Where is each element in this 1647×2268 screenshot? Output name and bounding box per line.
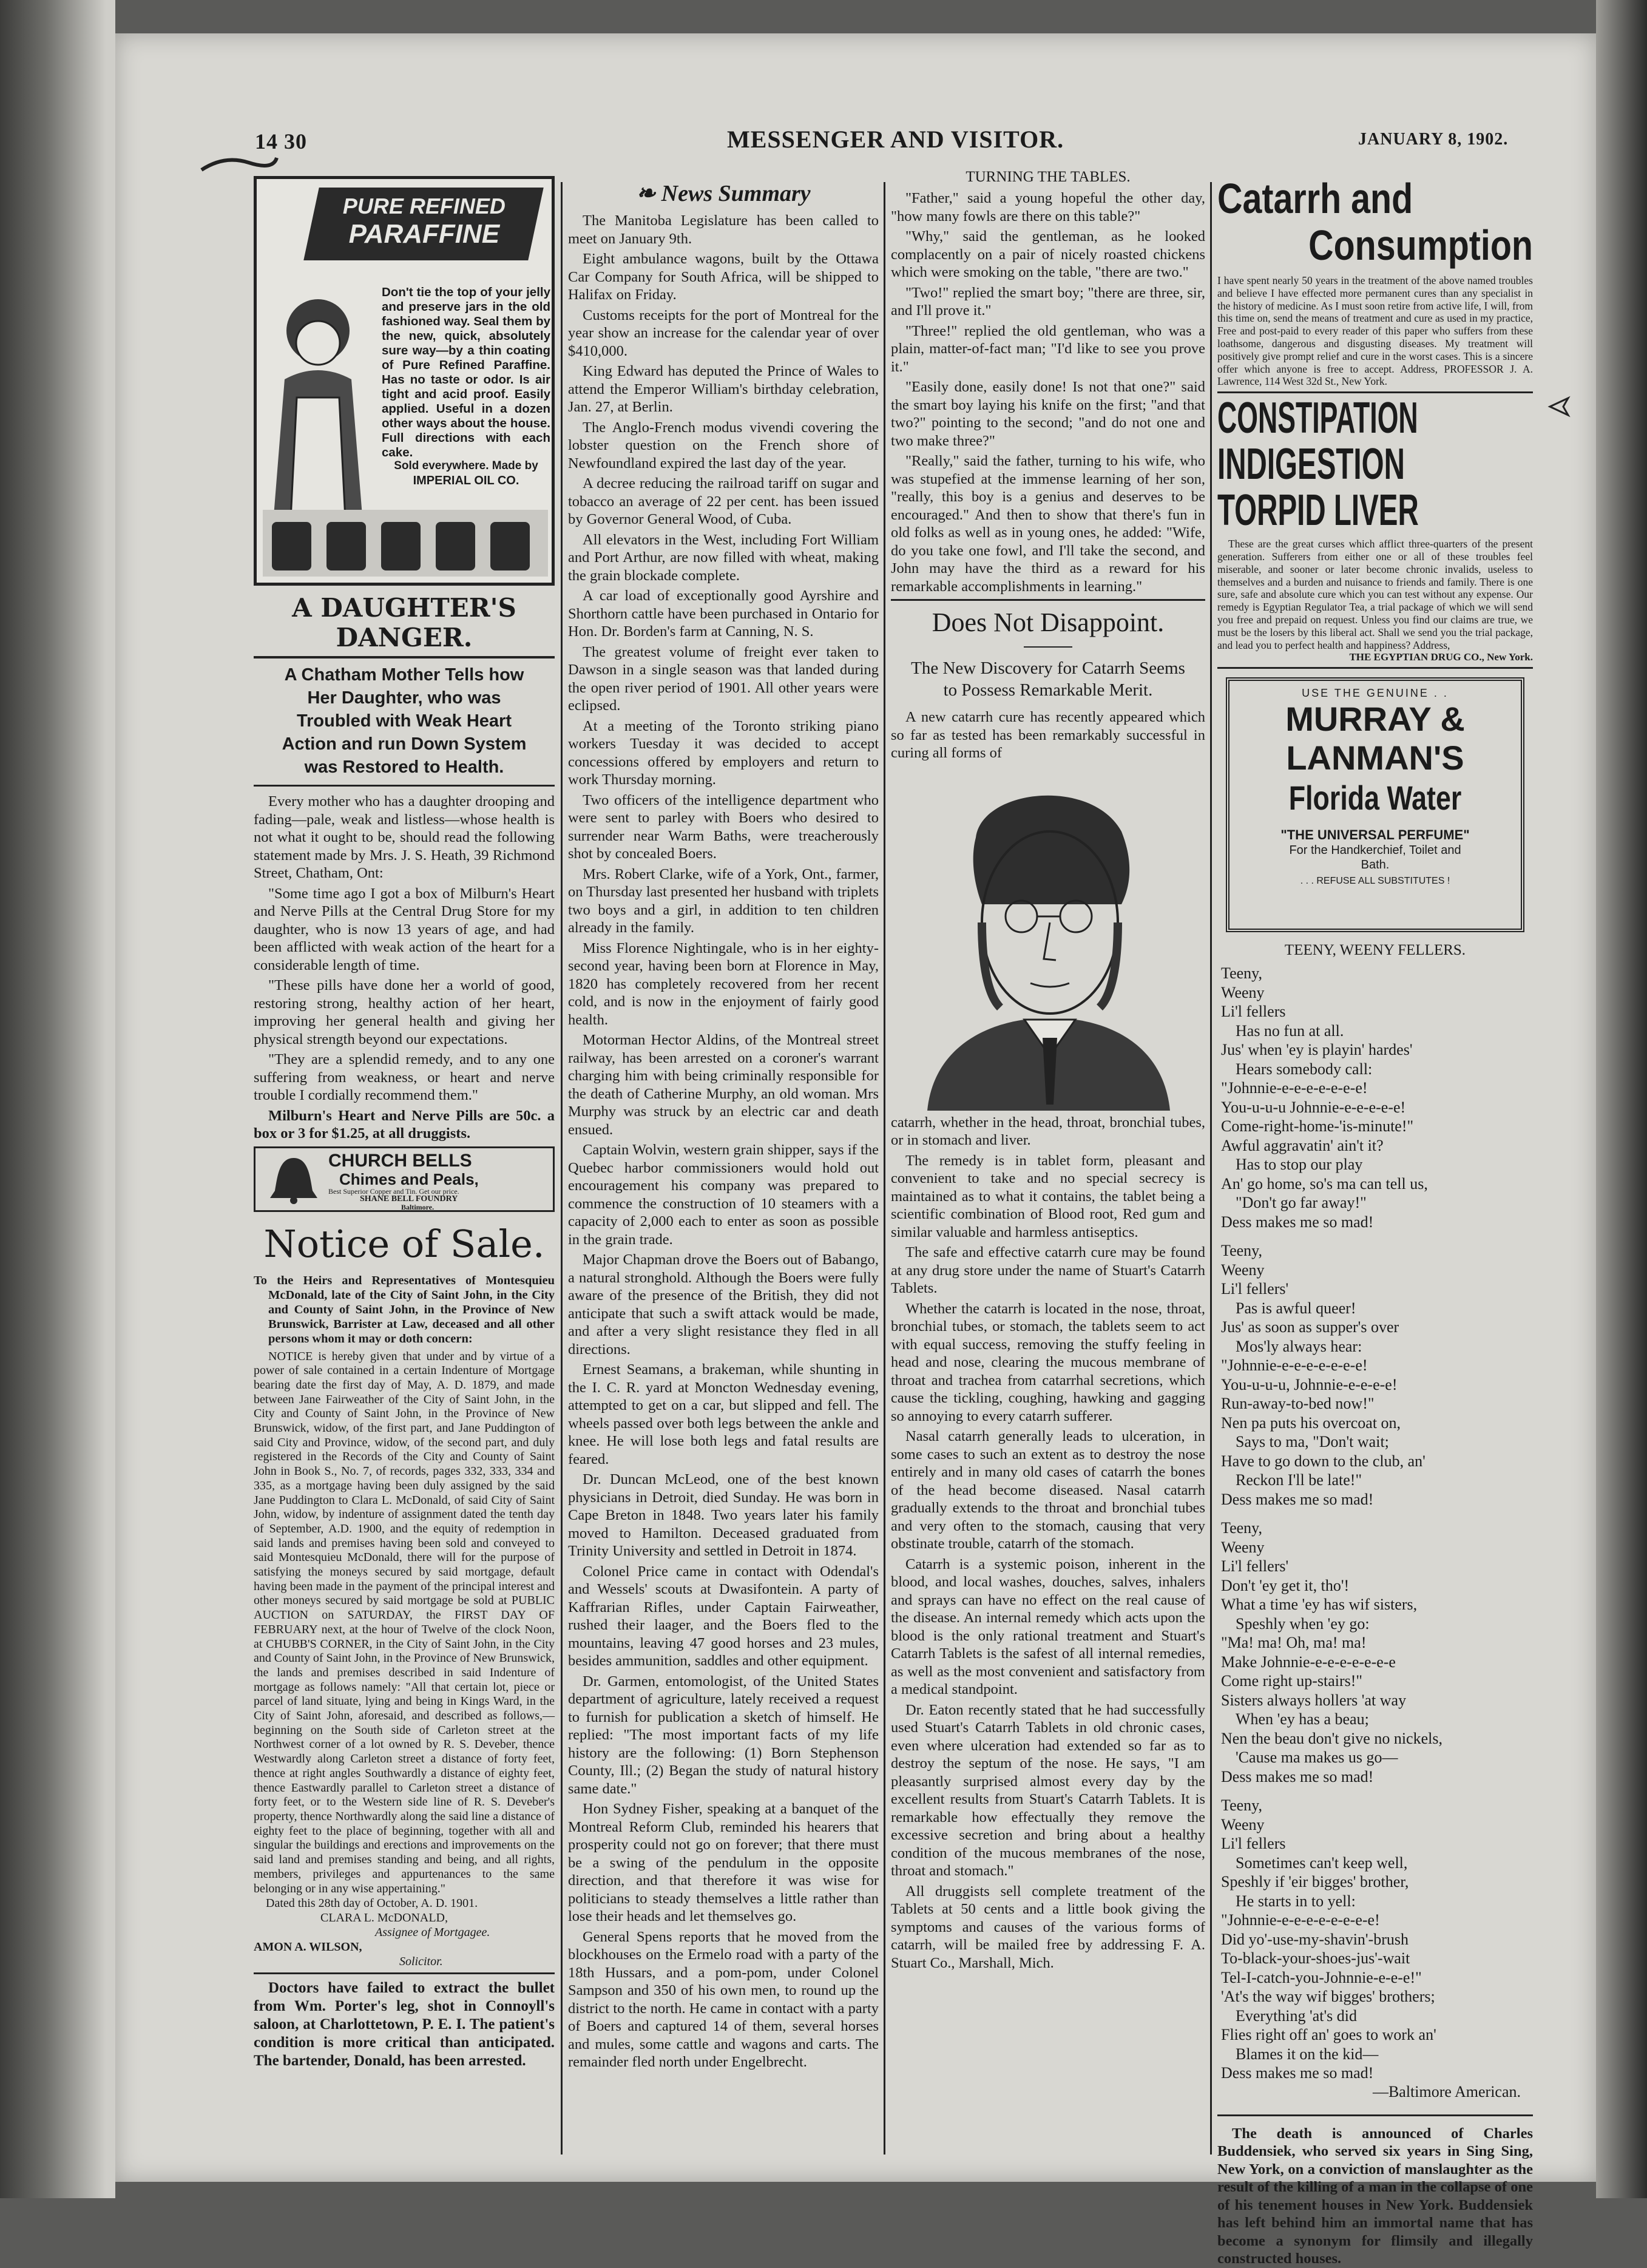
- news-item: Captain Wolvin, western grain shipper, says if the Quebec harbor commissioners would hold out encouragement his company was prepared to commence the construction of 10 steamers with a capacity of 2,000 each to enter as soon as possible in the grain trade.: [568, 1142, 879, 1248]
- news-summary-title: News Summary: [661, 181, 811, 206]
- jelly-jars-illustration: [263, 510, 548, 577]
- poem-line: Speshly when 'ey go:: [1236, 1614, 1370, 1633]
- bells-title: CHURCH BELLS: [328, 1150, 472, 1171]
- news-item: A decree reducing the railroad tariff on sugar and tobacco an average of 22 per cent. has been issued by Governor General Wood, of Cuba.: [568, 475, 879, 527]
- constipation-address: THE EGYPTIAN DRUG CO., New York.: [1349, 651, 1533, 663]
- poem-line: Don't 'ey get it, tho'!: [1221, 1576, 1350, 1594]
- poem-line: Pas is awful queer!: [1236, 1299, 1356, 1317]
- catarrh-lead: A new catarrh cure has recently appeared which so far as tested has been remarkably successful in curing all forms of: [891, 709, 1205, 761]
- bells-city: Baltimore.: [401, 1202, 435, 1211]
- bells-foundry: SHANE BELL FOUNDRY: [360, 1194, 458, 1203]
- column-4: [1217, 175, 1533, 2267]
- paraffine-banner-line2: PARAFFINE: [348, 219, 500, 249]
- poem-line: You-u-u-u, Johnnie-e-e-e-e!: [1221, 1375, 1398, 1393]
- news-item: At a meeting of the Toronto striking piano workers Tuesday it was decided to accept concessions offered by employers and return to work Thursday morning.: [568, 717, 879, 788]
- column-1: [254, 176, 555, 2148]
- page-date: JANUARY 8, 1902.: [1358, 130, 1509, 149]
- catarrh-ad-body: I have spent nearly 50 years in the treatment of the above named troubles and believe I have effected more permanent cures than any specialist in the history of medicine. As I must soon retire from active life, I will, from this time on, send the means of treatment and cure as used in my practice, Free and post-paid to every reader of this paper who suffers from these loathsome, dangerous and disgusting diseases. My treatment will positively give prompt relief and cure in the worst cases. This is a sincere offer which anyone is free to accept. Address, PROFESSOR J. A. Lawrence, 114 West 32d St., New York.: [1217, 274, 1533, 388]
- poem-line: Li'l fellers: [1221, 1003, 1286, 1021]
- news-item: Miss Florence Nightingale, who is in her eighty-second year, having been born at Florence in May, 1820 has completely recovered from her recent cold, and is now in the enjoyment of fairly good health.: [568, 939, 879, 1028]
- bells-small: Best Superior Copper and Tin. Get our price.: [328, 1186, 459, 1196]
- news-summary-heading: [568, 180, 879, 207]
- poem-line: Mos'ly always hear:: [1236, 1337, 1362, 1355]
- daughter-para: Every mother who has a daughter drooping and fading—pale, weak and listless—whose health is not what it ought to be, should read the following statement made by Mrs. J. S. Heath, 39 Richmond Street, Chatham, Ont:: [254, 793, 555, 881]
- woman-illustration: [260, 276, 376, 543]
- notice-title: Notice of Sale.: [263, 1221, 545, 1266]
- news-item: Colonel Price came in contact with Odendal's and Wessels' scouts at Dwasifontein. A party of Kaffrarian Rifles, under Captain Fairweather, rushed their laager, and the Boers fled to the mountains, leaving 47 good horses and 23 mules, besides ammunition, saddles and other equipment.: [568, 1563, 879, 1669]
- tables-para: "Two!" replied the smart boy; "there are three, sir, and I'll prove it.": [891, 284, 1205, 319]
- poem-line: Li'l fellers: [1221, 1835, 1286, 1853]
- poem-line: "Ma! ma! Oh, ma! ma!: [1221, 1634, 1367, 1652]
- catarrh-para: Dr. Eaton recently stated that he had successfully used Stuart's Catarrh Tablets in old chronic cases, even where ulceration had extended so far as to destroy the septum of the nose. He says, "I am pleasantly surprised almost every day by the excellent results from Stuart's Catarrh Tablets. It is remarkable how effectually they remove the excessive secretion and bring about a healthy condition of the mucous membranes of the nose, throat and stomach.": [891, 1701, 1205, 1879]
- column-rule: [1210, 182, 1212, 2155]
- florida-name1: MURRAY &: [1285, 700, 1465, 739]
- florida-for: For the Handkerchief, Toilet and Bath.: [1289, 844, 1461, 872]
- poem-line: Dess makes me so mad!: [1221, 1490, 1374, 1508]
- news-list: [568, 212, 879, 2071]
- poem-line: 'Cause ma makes us go—: [1236, 1748, 1398, 1767]
- florida-water-advertisement: [1226, 677, 1524, 932]
- fleuron-icon: ❧: [636, 181, 661, 206]
- column-3: [891, 169, 1205, 2148]
- florida-name3: Florida Water: [1288, 779, 1462, 817]
- book-binding-right: [1596, 0, 1647, 2198]
- poem-line: Have to go down to the club, an': [1221, 1452, 1425, 1470]
- doctors-paragraph: Doctors have failed to extract the bullet from Wm. Porter's leg, shot in Connoyll's saloon, at Charlottetown, P. E. I. The patient's condition is more critical than anticipated. The bartender, Donald, has been arrested.: [254, 1980, 555, 2070]
- news-item: Dr. Garmen, entomologist, of the United States department of agriculture, lately received a request to furnish for publication a sketch of himself. He replied: "The most important facts of my life history are the following: (1) Born Stephenson County, Ill.; (2) Began the study of natural history same date.": [568, 1673, 879, 1797]
- news-item: Customs receipts for the port of Montreal for the year show an increase for the calendar year of over $410,000.: [568, 306, 879, 359]
- news-item: Two officers of the intelligence department who were sent to parley with Boers who desired to surrender near Warm Baths, were treacherously shot by concealed Boers.: [568, 791, 879, 862]
- constipation-title3: TORPID LIVER: [1217, 486, 1419, 535]
- poem-line: Come right up-stairs!": [1221, 1672, 1363, 1690]
- church-bells-advertisement: [254, 1146, 555, 1212]
- poem-line: Weeny: [1221, 1815, 1265, 1833]
- notice-assignee-role: Assignee of Mortgagee.: [375, 1926, 490, 1940]
- florida-refuse: . . . REFUSE ALL SUBSTITUTES !: [1300, 876, 1450, 887]
- bell-icon: [266, 1154, 321, 1204]
- poem-line: Sisters always hollers 'at way: [1221, 1691, 1407, 1709]
- poem-line: "Johnnie-e-e-e-e-e-e-e-e!: [1221, 1911, 1380, 1929]
- paraffine-advertisement: [254, 176, 555, 586]
- notice-assignee: CLARA L. McDONALD,: [320, 1911, 448, 1925]
- notice-solicitor: AMON A. WILSON,: [254, 1940, 362, 1954]
- poem-line: Hears somebody call:: [1236, 1060, 1373, 1078]
- poem-line: Make Johnnie-e-e-e-e-e-e-e: [1221, 1653, 1396, 1671]
- news-item: Ernest Seamans, a brakeman, while shunting in the I. C. R. yard at Moncton Wednesday evening, attempted to get on a car, but slipped and fell. The wheels passed over both legs between the ankle and knee. He will lose both legs and fatal results are feared.: [568, 1361, 879, 1467]
- catarrh-para: All druggists sell complete treatment of the Tablets at 50 cents and a little book giving the symptoms and causes of the various forms of catarrh, will be mailed free by addressing F. A. Stuart Co., Marshall, Mich.: [891, 1883, 1205, 1971]
- poem-line: You-u-u-u Johnnie-e-e-e-e-e!: [1221, 1098, 1406, 1116]
- news-item: King Edward has deputed the Prince of Wales to attend the Emperor William's birthday celebration, Jan. 27, at Berlin.: [568, 363, 879, 415]
- paraffine-maker: IMPERIAL OIL CO.: [413, 474, 519, 487]
- tables-para: "Easily done, easily done! Is not that one?" said the smart boy laying his knife on the first; "and that two?" pointing to the second; "and do not one and two make three?": [891, 379, 1205, 449]
- news-item: Dr. Duncan McLeod, one of the best known physicians in Detroit, died Sunday. He was born in Cape Breton in 1848. Two years later his family moved to Hamilton. Deceased graduated from Trinity University and settled in Detroit in 1874.: [568, 1471, 879, 1559]
- poem-line: Weeny: [1221, 983, 1265, 1001]
- poem-line: Has to stop our play: [1236, 1156, 1363, 1174]
- catarrh-para: catarrh, whether in the head, throat, bronchial tubes, or in stomach and liver.: [891, 1114, 1205, 1148]
- poem-stanza-2: [1217, 1241, 1533, 1509]
- poem-line: Dess makes me so mad!: [1221, 1213, 1374, 1231]
- tables-para: "Really," said the father, turning to his wife, who was stupefied at the immense learning of her son, "really, this boy is a genius and deserves to be encouraged." And then to show that there's fun in old folks as well as in young ones, he added: "Wife, do you take one fowl, and I'll take the second, and John may have the third as a reward for his remarkable accomplishments in learning.": [891, 453, 1205, 595]
- buddensiek-paragraph: The death is announced of Charles Buddensiek, who served six years in Sing Sing, New York, on a conviction of manslaughter as the result of the killing of a man in the collapse of one of his tenement houses in New York. Buddensiek has left behind him an immortal name that has become a synonym for flimsily and illegally constructed houses.: [1217, 2125, 1533, 2267]
- tables-para: "Why," said the gentleman, as he looked complacently on a pair of nicely roasted chickens which were smoking on the table, "there are two.": [891, 228, 1205, 280]
- notice-body: NOTICE is hereby given that under and by virtue of a power of sale contained in a certain Indenture of Mortgage bearing date the first day of May, A. D. 1879, and made between Jane Fairweather of the City of Saint John, in the City and County of Saint John, in the Province of New Brunswick, widow, of the first part, and Jane Puddington of said City and Province, widow, of the second part, and duly registered in the Records of the City and County of Saint John in Book S., No. 7, of records, pages 332, 333, 334 and 335, as a mortgage having been duly assigned by the said Jane Puddington to Clara L. McDonald, of said City of Saint John, widow, by indenture of assignment dated the tenth day of September, A.D. 1900, and the equity of redemption in said lands and premises having been sold and conveyed to said Montesquieu McDonald, there will for the purpose of satisfying the moneys secured by said mortgage, default having been made in the payment of the principal interest and other moneys secured by said mortgage be sold at PUBLIC AUCTION on SATURDAY, the FIRST DAY OF FEBRUARY next, at the hour of Twelve of the clock Noon, at CHUBB'S CORNER, in the City of Saint John, in the City and County of Saint John, in the Province of New Brunswick, the lands and premises described in said Indenture of mortgage as follows namely: "All that certain lot, piece or parcel of land situate, lying and being in Kings Ward, in the City of Saint John, aforesaid, and described as follows,—beginning on the South side of Carleton street at the Northwest corner of a lot owned by R. S. Deveber, thence Westwardly along Carleton street a distance of forty feet, thence at right angles Southwardly a distance of eighty feet, thence Eastwardly parallel to Carleton street a distance of forty feet, or to the Western side line of R. S. Deveber's property, thence Northwardly along the said line a distance of eighty feet to the place of beginning, together with all and singular the buildings and erections and improvements on the said land and premises standing and being, and all rights, members, privileges and appurtenances to the same belonging or in any wise appertaining.": [254, 1349, 555, 1895]
- poem-line: Has no fun at all.: [1236, 1021, 1344, 1040]
- news-item: Eight ambulance wagons, built by the Ottawa Car Company for South Africa, will be shipped to Halifax on Friday.: [568, 251, 879, 303]
- poem-line: Everything 'at's did: [1236, 2006, 1358, 2025]
- news-item: The Manitoba Legislature has been called to meet on January 9th.: [568, 212, 879, 247]
- disappoint-subtitle: The New Discovery for Catarrh Seems to Possess Remarkable Merit.: [911, 658, 1185, 700]
- poem-line: Speshly if 'eir bigges' brother,: [1221, 1873, 1409, 1891]
- bells-sub: Chimes and Peals,: [339, 1170, 479, 1188]
- poem-line: Teeny,: [1221, 964, 1262, 983]
- florida-perfume: "THE UNIVERSAL PERFUME": [1280, 827, 1470, 843]
- daughter-subtitle: A Chatham Mother Tells how Her Daughter, who was Troubled with Weak Heart Action and run Down System was Restored to Health.: [282, 665, 527, 777]
- news-item: Major Chapman drove the Boers out of Babango, a natural stronghold. Although the Boers were fully aware of the presence of the British, they did not anticipate that such a swift attack would be made, and after a very slight resistance they fled in all directions.: [568, 1251, 879, 1358]
- poem-line: Tel-I-catch-you-Johnnie-e-e-e!": [1221, 1968, 1422, 1986]
- ink-mark: [200, 152, 279, 176]
- poem-stanza-4: [1217, 1796, 1533, 2083]
- ink-mark: [1547, 394, 1572, 419]
- paraffine-sold: Sold everywhere. Made by: [394, 459, 538, 472]
- paraffine-body: Don't tie the top of your jelly and preserve jars in the old fashioned way. Seal them by the new, quick, absolutely sure way—by a thin coating of Pure Refined Paraffine. Has no taste or odor. Is air tight and acid proof. Easily applied. Useful in a dozen other ways about the house. Full directions with each cake.: [382, 285, 550, 459]
- disappoint-title: Does Not Disappoint.: [932, 608, 1165, 637]
- florida-use: USE THE GENUINE . .: [1302, 687, 1449, 700]
- page-number: 14 30: [255, 129, 307, 154]
- news-item: General Spens reports that he moved from the blockhouses on the Ermelo road with a party of the 18th Hussars, and a pom-pom, under Colonel Sampson and 350 of his own men, to round up the district to the north. He came in contact with a party of Boers and captured 14 of them, several horses and mules, some cattle and wagons and carts. The remainder fled north under Engelbrecht.: [568, 1928, 879, 2070]
- poem-line: Teeny,: [1221, 1796, 1262, 1815]
- poem-line: Nen the beau don't give no nickels,: [1221, 1729, 1442, 1747]
- daughter-para: Milburn's Heart and Nerve Pills are 50c. a box or 3 for $1.25, at all druggists.: [254, 1107, 555, 1142]
- constipation-title1: CONSTIPATION: [1217, 394, 1418, 443]
- constipation-body: These are the great curses which afflict three-quarters of the present generation. Sufferers from either one or all of these troubles feel miserable, and sooner or later become chronic invalids, useless to themselves and a burden and nuisance to friends and family. There is one sure, safe and absolute cure which you can test without any expense. Our remedy is Egyptian Regulator Tea, a trial package of which we will send you free and prepaid on request. Unless you find our claims are true, we must be the losers by this liberal act. Shall we send you the trial package, and lead you to perfect health and happiness? Address,: [1217, 538, 1533, 651]
- notice-dated: Dated this 28th day of October, A. D. 1901.: [266, 1897, 478, 1911]
- book-binding-left: [0, 0, 115, 2198]
- poem-line: Jus' when 'ey is playin' hardes': [1221, 1041, 1413, 1059]
- poem-line: Awful aggravatin' ain't it?: [1221, 1136, 1384, 1154]
- column-rule: [561, 182, 563, 2155]
- poem-stanza-1: [1217, 964, 1533, 1231]
- poem-line: "Don't go far away!": [1236, 1194, 1367, 1212]
- paraffine-banner: [303, 188, 544, 260]
- daughter-title: A DAUGHTER'S DANGER.: [292, 593, 516, 652]
- poem-line: Sometimes can't keep well,: [1236, 1853, 1408, 1872]
- column-2: [568, 176, 879, 2148]
- masthead-title: MESSENGER AND VISITOR.: [727, 126, 1064, 153]
- poem-line: When 'ey has a beau;: [1236, 1710, 1369, 1728]
- poem-line: Dess makes me so mad!: [1221, 2064, 1374, 2082]
- constipation-title2: INDIGESTION: [1217, 440, 1405, 489]
- news-item: A car load of exceptionally good Ayrshire and Shorthorn cattle have been purchased in Ontario for Hon. Dr. Borden's farm at Canning, N. S.: [568, 587, 879, 640]
- poem-line: Did yo'-use-my-shavin'-brush: [1221, 1930, 1409, 1948]
- catarrh-para: Catarrh is a systemic poison, inherent in the blood, and local washes, douches, salves, inhalers and sprays can have no effect on the real cause of the disease. An internal remedy which acts upon the blood is the only rational treatment and Stuart's Catarrh Tablets is the safest of all internal remedies, as well as the most convenient and satisfactory from a medical standpoint.: [891, 1555, 1205, 1698]
- daughter-para: "They are a splendid remedy, and to any one suffering from weakness, or heart and nerve trouble I cordially recommend them.": [254, 1051, 555, 1103]
- news-item: All elevators in the West, including Fort William and Port Arthur, are now filled with wheat, making the grain blockade complete.: [568, 531, 879, 584]
- notice-solicitor-role: Solicitor.: [399, 1955, 443, 1969]
- poem-line: Says to ma, "Don't wait;: [1236, 1433, 1389, 1451]
- poem-line: Reckon I'll be late!": [1236, 1471, 1362, 1489]
- poem-line: To-black-your-shoes-jus'-wait: [1221, 1949, 1410, 1968]
- poem-line: Flies right off an' goes to work an': [1221, 2026, 1436, 2044]
- news-item: Motorman Hector Aldins, of the Montreal street railway, has been arrested on a coroner's warrant charging him with being criminally responsible for the death of Catherine Murphy, an old woman. Mrs Murphy was struck by an electric car and death ensued.: [568, 1032, 879, 1138]
- poem-line: Nen pa puts his overcoat on,: [1221, 1413, 1401, 1432]
- poem-line: Li'l fellers': [1221, 1280, 1289, 1298]
- notice-intro: To the Heirs and Representatives of Montesquieu McDonald, late of the City of Saint John, in the City and County of Saint John, in the Province of New Brunswick, Barrister at Law, deceased and all other persons whom it may or doth concern:: [254, 1273, 555, 1346]
- poem-line: Weeny: [1221, 1538, 1265, 1556]
- tables-para: "Father," said a young hopeful the other day, "how many fowls are there on this table?": [891, 190, 1205, 225]
- turning-tables-title: TURNING THE TABLES.: [966, 169, 1131, 185]
- poem-line: An' go home, so's ma can tell us,: [1221, 1174, 1428, 1193]
- daughter-para: "These pills have done her a world of good, restoring strong, healthy action of her heart, improving her general health and giving her physical strength beyond our expectations.: [254, 977, 555, 1048]
- poem-line: Teeny,: [1221, 1519, 1262, 1537]
- tables-para: "Three!" replied the old gentleman, who was a plain, matter-of-fact man; "I'd like to see you prove it.": [891, 322, 1205, 375]
- poem-line: He starts in to yell:: [1236, 1892, 1356, 1910]
- florida-name2: LANMAN'S: [1286, 739, 1464, 777]
- poem-line: Jus' as soon as supper's over: [1221, 1318, 1399, 1336]
- poem-line: Run-away-to-bed now!": [1221, 1395, 1375, 1413]
- portrait-illustration: [891, 765, 1205, 1111]
- poem-line: Teeny,: [1221, 1242, 1262, 1260]
- column-rule: [884, 182, 885, 2155]
- catarrh-para: Nasal catarrh generally leads to ulceration, in some cases to such an extent as to destroy the nose entirely and in many old cases of catarrh the bones of the head become diseased. Nasal catarrh gradually extends to the throat and bronchial tubes and very often to the stomach, causing that very obstinate trouble, catarrh of the stomach.: [891, 1428, 1205, 1552]
- poem-line: Li'l fellers': [1221, 1557, 1289, 1576]
- catarrh-para: Whether the catarrh is located in the nose, throat, bronchial tubes, or stomach, the tablets seem to act with equal success, removing the stuffy feeling in head and nose, clearing the mucous membrane of throat and trachea from catarrhal secretions, which cause the tickling, coughing, hawking and gagging so annoying to every catarrh sufferer.: [891, 1300, 1205, 1424]
- news-item: Hon Sydney Fisher, speaking at a banquet of the Montreal Reform Club, reminded his hearers that prosperity could not go on forever; that there must be a swing of the pendulum in the opposite direction, and that therefore it was wise for politicians to steady themselves a little rather than lose their heads and let themselves go.: [568, 1801, 879, 1924]
- poem-line: 'At's the way wif bigges' brothers;: [1221, 1988, 1435, 2006]
- paraffine-banner-line1: PURE REFINED: [342, 194, 506, 218]
- poem-line: Dess makes me so mad!: [1221, 1767, 1374, 1786]
- news-item: Mrs. Robert Clarke, wife of a York, Ont., farmer, on Thursday last presented her husband with triplets two boys and a girl, in addition to ten children already in the family.: [568, 865, 879, 936]
- poem-line: "Johnnie-e-e-e-e-e-e-e!: [1221, 1356, 1368, 1375]
- poem-stanza-3: [1217, 1518, 1533, 1786]
- poem-line: Weeny: [1221, 1261, 1265, 1279]
- catarrh-ad-title1: Catarrh and: [1217, 175, 1413, 222]
- poem-credit: —Baltimore American.: [1372, 2082, 1521, 2100]
- poem-line: What a time 'ey has wif sisters,: [1221, 1596, 1418, 1614]
- news-item: The greatest volume of freight ever taken to Dawson in a single season was that landed during the open river period of 1901. All other years were eclipsed.: [568, 643, 879, 714]
- catarrh-para: The safe and effective catarrh cure may be found at any drug store under the name of Stuart's Catarrh Tablets.: [891, 1244, 1205, 1296]
- news-item: The Anglo-French modus vivendi covering the lobster question on the French shore of Newfoundland expired the last day of the year.: [568, 419, 879, 472]
- daughter-para: "Some time ago I got a box of Milburn's Heart and Nerve Pills at the Central Drug Store for my daughter, who is now 13 years of age, and had been afflicted with weak action of the heart for a considerable length of time.: [254, 885, 555, 973]
- poem-line: Blames it on the kid—: [1236, 2045, 1379, 2063]
- poem-line: "Johnnie-e-e-e-e-e-e-e!: [1221, 1079, 1368, 1097]
- poem-title: TEENY, WEENY FELLERS.: [1284, 942, 1466, 959]
- poem-line: Come-right-home-'is-minute!": [1221, 1117, 1414, 1136]
- catarrh-para: The remedy is in tablet form, pleasant and convenient to take and no special secrecy is maintained as to what it contains, the tablet being a scientific combination of Blood root, Red gum and similar valuable and harmless antiseptics.: [891, 1152, 1205, 1241]
- catarrh-ad-title2: Consumption: [1308, 222, 1533, 269]
